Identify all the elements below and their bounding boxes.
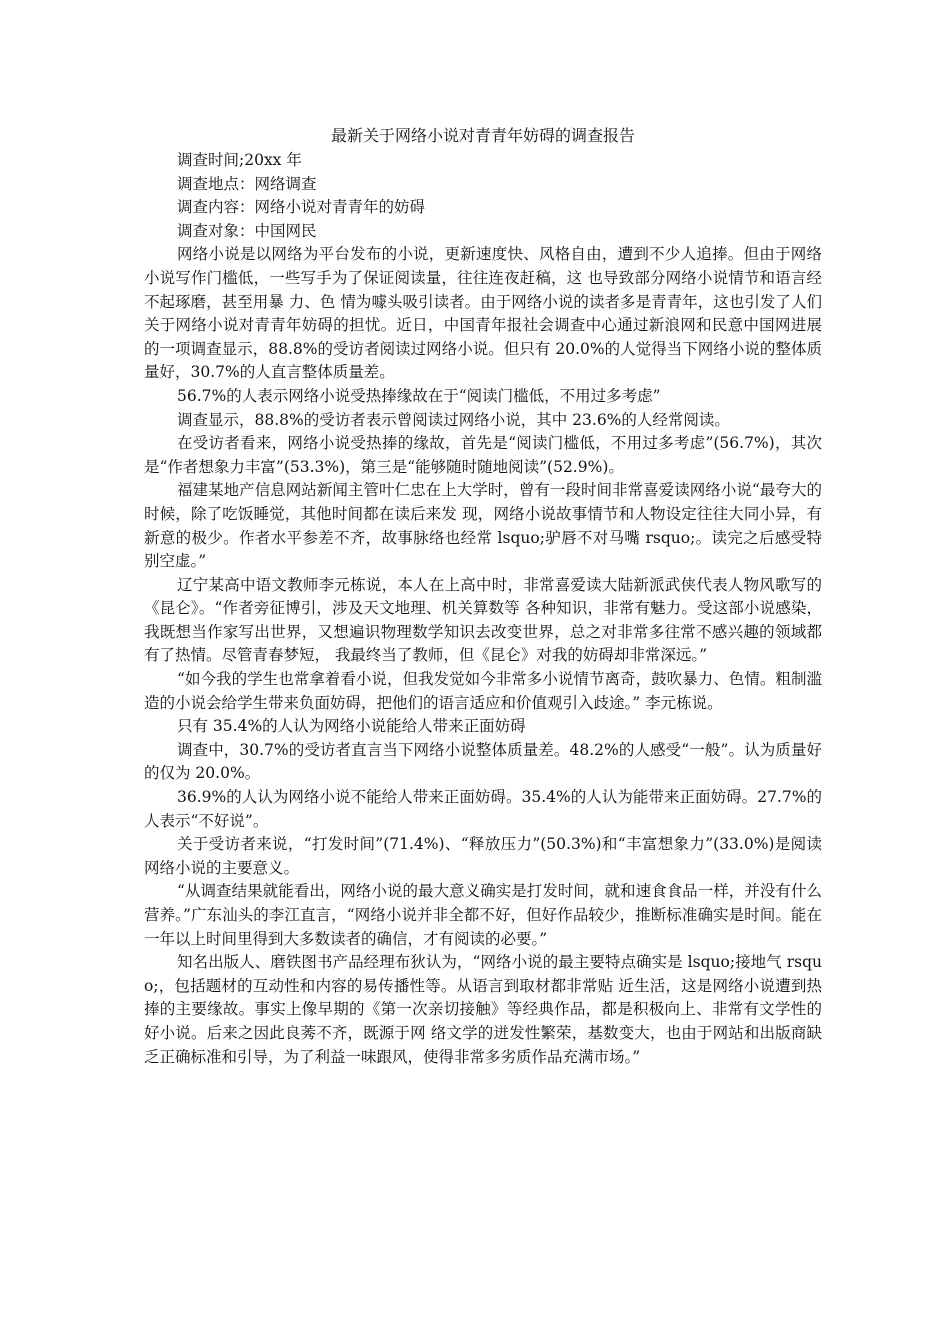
- document-page: [144, 124, 822, 1069]
- paragraph: 调查显示，88.8%的受访者表示曾阅读过网络小说，其中 23.6%的人经常阅读。: [177, 410, 730, 429]
- paragraph: 知名出版人、磨铁图书产品经理布狄认为，“网络小说的最主要特点确实是 lsquo;接地气 rsquo;，包括题材的互动性和内容的易传播性等。从语言到取材都非常贴 近生活，这是网络小说遭到热捧的主要缘故。事实上像早期的《第一次亲切接触》等经典作品，都是积极向上、非常有文学性的好小说。后来之因此良莠不齐，既源于网 络文学的迸发性繁荣，基数变大，也由于网站和出版商缺乏正确标准和引导，为了利益一味跟风，使得非常多劣质作品充满市场。”: [144, 953, 822, 1066]
- paragraph: 在受访者看来，网络小说受热捧的缘故，首先是“阅读门槛低，不用过多考虑”(56.7%)，其次是“作者想象力丰富”(53.3%)，第三是“能够随时随地阅读”(52.9%)。: [144, 434, 822, 476]
- document-title: 最新关于网络小说对青青年妨碍的调查报告: [330, 126, 635, 145]
- meta-content: 调查内容：网络小说对青青年的妨碍: [177, 198, 426, 217]
- paragraph: “从调查结果就能看出，网络小说的最大意义确实是打发时间，就和速食食品一样，并没有什么营养。”广东汕头的李江直言，“网络小说并非全都不好，但好作品较少，推断标准确实是时间。能在一年以上时间里得到大多数读者的确信，才有阅读的必要。”: [144, 882, 822, 948]
- meta-place: 调查地点：网络调查: [177, 174, 317, 193]
- paragraph: “如今我的学生也常拿着看小说，但我发觉如今非常多小说情节离奇，鼓吹暴力、色情。粗制滥造的小说会给学生带来负面妨碍，把他们的语言适应和价值观引入歧途。” 李元栋说。: [144, 670, 822, 712]
- paragraph: 福建某地产信息网站新闻主管叶仁忠在上大学时，曾有一段时间非常喜爱读网络小说“最夸大的时候，除了吃饭睡觉，其他时间都在读后来发 现，网络小说故事情节和人物设定往往大同小异，有新意的极少。作者水平参差不齐，故事脉络也经常 lsquo;驴唇不对马嘴 rsquo;。读完之后感受特别空虚。”: [144, 481, 822, 571]
- meta-target: 调查对象：中国网民: [177, 221, 317, 240]
- paragraph-subheading-1: 56.7%的人表示网络小说受热捧缘故在于“阅读门槛低，不用过多考虑”: [177, 386, 661, 405]
- paragraph: 关于受访者来说，“打发时间”(71.4%)、“释放压力”(50.3%)和“丰富想象力”(33.0%)是阅读网络小说的主要意义。: [144, 835, 822, 877]
- paragraph-intro: 网络小说是以网络为平台发布的小说，更新速度快、风格自由，遭到不少人追捧。但由于网络小说写作门槛低，一些写手为了保证阅读量，往往连夜赶稿，这 也导致部分网络小说情节和语言经不起琢磨，甚至用暴 力、色 情为噱头吸引读者。由于网络小说的读者多是青青年，这也引发了人们关于网络小说对青青年妨碍的担忧。近日，中国青年报社会调查中心通过新浪网和民意中国网进展的一项调查显示，88.8%的受访者阅读过网络小说。但只有 20.0%的人觉得当下网络小说的整体质量好，30.7%的人直言整体质量差。: [144, 245, 822, 382]
- paragraph: 36.9%的人认为网络小说不能给人带来正面妨碍。35.4%的人认为能带来正面妨碍。27.7%的人表示“不好说”。: [144, 788, 822, 830]
- paragraph-subheading-2: 只有 35.4%的人认为网络小说能给人带来正面妨碍: [177, 717, 526, 736]
- paragraph: 辽宁某高中语文教师李元栋说，本人在上高中时，非常喜爱读大陆新派武侠代表人物风歌写的《昆仑》。“作者旁征博引，涉及天文地理、机关算数等 各种知识，非常有魅力。受这部小说感染，我既想当作家写出世界，又想遍识物理数学知识去改变世界，总之对非常多往常不感兴趣的领域都有了热情。尽管青春梦短， 我最终当了教师，但《昆仑》对我的妨碍却非常深远。”: [144, 575, 822, 665]
- meta-time: 调查时间;20xx 年: [177, 151, 302, 169]
- paragraph: 调查中，30.7%的受访者直言当下网络小说整体质量差。48.2%的人感受“一般”。认为质量好的仅为 20.0%。: [144, 740, 822, 783]
